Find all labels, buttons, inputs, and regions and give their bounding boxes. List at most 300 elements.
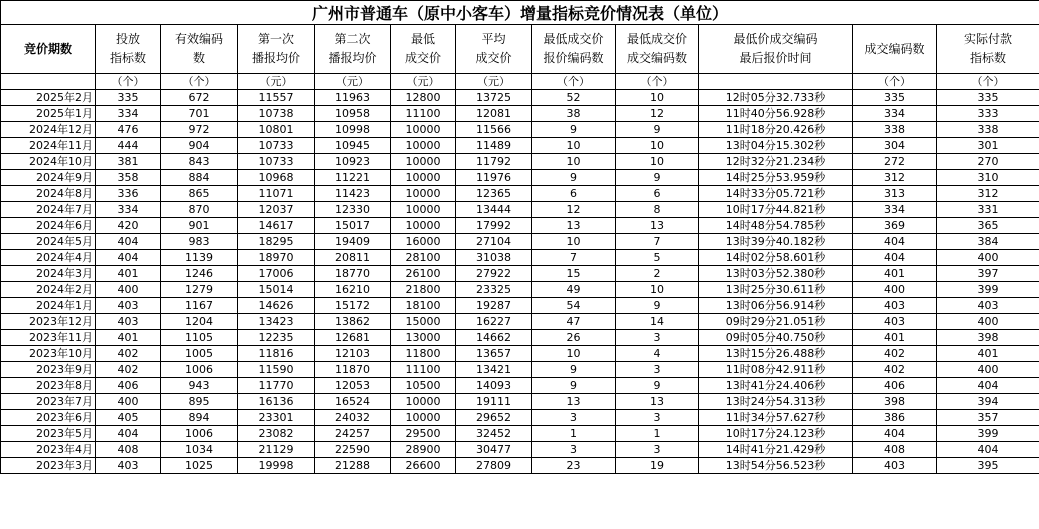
period-cell: 2023年8月: [1, 378, 96, 394]
table-cell: 11590: [238, 362, 315, 378]
table-cell: 17992: [456, 218, 532, 234]
table-cell: 10000: [391, 138, 456, 154]
table-cell: 10000: [391, 122, 456, 138]
period-cell: 2024年9月: [1, 170, 96, 186]
table-cell: 49: [532, 282, 616, 298]
table-cell: 18970: [238, 250, 315, 266]
table-cell: 26: [532, 330, 616, 346]
table-cell: 14时25分53.959秒: [699, 170, 853, 186]
table-cell: 11时08分42.911秒: [699, 362, 853, 378]
table-cell: 1006: [161, 362, 238, 378]
table-cell: 13: [532, 218, 616, 234]
table-cell: 52: [532, 90, 616, 106]
table-cell: 23: [532, 458, 616, 474]
table-cell: 403: [937, 298, 1039, 314]
table-cell: 402: [96, 362, 161, 378]
table-cell: 15172: [315, 298, 391, 314]
table-cell: 29500: [391, 426, 456, 442]
column-header-line1: 成交编码数: [864, 41, 925, 56]
period-cell: 2024年2月: [1, 282, 96, 298]
table-row: [1, 346, 1039, 362]
table-cell: 13000: [391, 330, 456, 346]
table-cell: 386: [853, 410, 937, 426]
table-cell: 3: [532, 410, 616, 426]
table-cell: 5: [616, 250, 699, 266]
table-cell: 884: [161, 170, 238, 186]
table-cell: 12: [616, 106, 699, 122]
table-cell: 10: [616, 90, 699, 106]
table-cell: 10: [532, 234, 616, 250]
table-cell: 1: [532, 426, 616, 442]
table-cell: 12235: [238, 330, 315, 346]
period-cell: 2023年7月: [1, 394, 96, 410]
unit-cell: （元）: [391, 74, 456, 90]
table-cell: 32452: [456, 426, 532, 442]
table-cell: 28100: [391, 250, 456, 266]
table-cell: 1139: [161, 250, 238, 266]
column-header-line2: 成交价: [404, 51, 441, 65]
table-cell: 1025: [161, 458, 238, 474]
table-cell: 333: [937, 106, 1039, 122]
table-cell: 19287: [456, 298, 532, 314]
table-cell: 476: [96, 122, 161, 138]
table-cell: 1: [616, 426, 699, 442]
table-cell: 16524: [315, 394, 391, 410]
table-cell: 19409: [315, 234, 391, 250]
table-cell: 6: [616, 186, 699, 202]
table-cell: 10000: [391, 394, 456, 410]
table-cell: 23325: [456, 282, 532, 298]
period-cell: 2023年9月: [1, 362, 96, 378]
table-cell: 398: [853, 394, 937, 410]
table-cell: 399: [937, 426, 1039, 442]
table-cell: 403: [853, 314, 937, 330]
table-cell: 404: [853, 250, 937, 266]
table-cell: 11976: [456, 170, 532, 186]
table-cell: 23301: [238, 410, 315, 426]
column-header-0: [1, 25, 96, 74]
table-cell: 12: [532, 202, 616, 218]
table-cell: 11870: [315, 362, 391, 378]
table-cell: 15017: [315, 218, 391, 234]
period-cell: 2024年3月: [1, 266, 96, 282]
table-cell: 47: [532, 314, 616, 330]
table-cell: 400: [937, 250, 1039, 266]
table-cell: 10968: [238, 170, 315, 186]
table-cell: 312: [853, 170, 937, 186]
table-cell: 10000: [391, 218, 456, 234]
table-cell: 402: [853, 346, 937, 362]
table-cell: 11800: [391, 346, 456, 362]
table-cell: 1034: [161, 442, 238, 458]
table-cell: 3: [616, 410, 699, 426]
table-cell: 16000: [391, 234, 456, 250]
unit-cell: （元）: [456, 74, 532, 90]
table-cell: 09时29分21.051秒: [699, 314, 853, 330]
table-cell: 334: [853, 202, 937, 218]
column-header-line1: 最低: [410, 32, 435, 46]
table-title: 广州市普通车（原中小客车）增量指标竞价情况表（单位）: [1, 1, 1039, 25]
table-cell: 402: [853, 362, 937, 378]
table-cell: 369: [853, 218, 937, 234]
table-cell: 10000: [391, 410, 456, 426]
table-cell: 10: [532, 138, 616, 154]
table-cell: 402: [96, 346, 161, 362]
table-row: [1, 234, 1039, 250]
period-cell: 2023年5月: [1, 426, 96, 442]
unit-row: [1, 74, 1039, 90]
table-row: [1, 154, 1039, 170]
table-cell: 10733: [238, 154, 315, 170]
table-cell: 13: [616, 394, 699, 410]
table-cell: 15000: [391, 314, 456, 330]
table-cell: 6: [532, 186, 616, 202]
table-cell: 901: [161, 218, 238, 234]
table-row: [1, 458, 1039, 474]
column-header-5: [391, 25, 456, 74]
column-header-line2: 播报均价: [251, 51, 300, 65]
table-cell: 399: [937, 282, 1039, 298]
table-cell: 10945: [315, 138, 391, 154]
table-cell: 9: [532, 122, 616, 138]
table-cell: 10: [532, 346, 616, 362]
unit-cell: （个）: [937, 74, 1039, 90]
table-cell: 336: [96, 186, 161, 202]
table-cell: 10738: [238, 106, 315, 122]
table-cell: 4: [616, 346, 699, 362]
table-cell: 20811: [315, 250, 391, 266]
period-cell: 2023年11月: [1, 330, 96, 346]
table-cell: 10000: [391, 186, 456, 202]
table-cell: 31038: [456, 250, 532, 266]
column-header-line1: 实际付款: [964, 32, 1013, 46]
table-cell: 9: [532, 378, 616, 394]
column-header-line1: 第一次: [257, 32, 294, 46]
table-cell: 11071: [238, 186, 315, 202]
table-cell: 401: [853, 266, 937, 282]
table-cell: 14: [616, 314, 699, 330]
table-cell: 15: [532, 266, 616, 282]
table-cell: 18770: [315, 266, 391, 282]
table-cell: 9: [532, 362, 616, 378]
table-cell: 1105: [161, 330, 238, 346]
table-cell: 384: [937, 234, 1039, 250]
table-cell: 1005: [161, 346, 238, 362]
table-cell: 400: [937, 314, 1039, 330]
table-cell: 14时48分54.785秒: [699, 218, 853, 234]
unit-cell: （元）: [238, 74, 315, 90]
table-cell: 404: [853, 426, 937, 442]
table-cell: 30477: [456, 442, 532, 458]
period-cell: 2024年10月: [1, 154, 96, 170]
unit-cell: （个）: [616, 74, 699, 90]
table-cell: 403: [96, 298, 161, 314]
table-row: [1, 410, 1039, 426]
column-header-11: [937, 25, 1039, 74]
table-cell: 12681: [315, 330, 391, 346]
table-cell: 972: [161, 122, 238, 138]
table-cell: 10时17分44.821秒: [699, 202, 853, 218]
table-cell: 310: [937, 170, 1039, 186]
table-cell: 10: [532, 154, 616, 170]
table-cell: 401: [96, 266, 161, 282]
table-cell: 11566: [456, 122, 532, 138]
table-cell: 21288: [315, 458, 391, 474]
table-cell: 400: [853, 282, 937, 298]
table-cell: 23082: [238, 426, 315, 442]
table-row: [1, 282, 1039, 298]
table-cell: 11557: [238, 90, 315, 106]
table-cell: 338: [853, 122, 937, 138]
table-cell: 09时05分40.750秒: [699, 330, 853, 346]
column-header-line1: 竞价期数: [23, 41, 72, 56]
table-cell: 895: [161, 394, 238, 410]
table-row: [1, 202, 1039, 218]
table-row: [1, 218, 1039, 234]
table-cell: 14662: [456, 330, 532, 346]
table-cell: 334: [96, 202, 161, 218]
period-cell: 2024年11月: [1, 138, 96, 154]
table-cell: 13时25分30.611秒: [699, 282, 853, 298]
table-row: [1, 394, 1039, 410]
table-cell: 3: [616, 330, 699, 346]
table-cell: 403: [96, 458, 161, 474]
table-cell: 10923: [315, 154, 391, 170]
table-cell: 394: [937, 394, 1039, 410]
table-cell: 335: [96, 90, 161, 106]
column-header-line2: 指标数: [109, 51, 146, 65]
table-cell: 14时41分21.429秒: [699, 442, 853, 458]
table-cell: 12103: [315, 346, 391, 362]
table-cell: 304: [853, 138, 937, 154]
table-cell: 401: [937, 346, 1039, 362]
table-cell: 10时17分24.123秒: [699, 426, 853, 442]
table-cell: 22590: [315, 442, 391, 458]
period-cell: 2023年6月: [1, 410, 96, 426]
table-cell: 335: [937, 90, 1039, 106]
table-cell: 19: [616, 458, 699, 474]
table-cell: 672: [161, 90, 238, 106]
table-cell: 8: [616, 202, 699, 218]
table-cell: 10000: [391, 154, 456, 170]
table-cell: 19111: [456, 394, 532, 410]
table-cell: 870: [161, 202, 238, 218]
table-cell: 13725: [456, 90, 532, 106]
table-cell: 865: [161, 186, 238, 202]
period-cell: 2024年1月: [1, 298, 96, 314]
table-row: [1, 250, 1039, 266]
table-cell: 408: [96, 442, 161, 458]
table-row: [1, 378, 1039, 394]
table-cell: 11963: [315, 90, 391, 106]
table-cell: 406: [96, 378, 161, 394]
table-cell: 26100: [391, 266, 456, 282]
table-cell: 10: [616, 138, 699, 154]
table-row: [1, 106, 1039, 122]
table-cell: 11时18分20.426秒: [699, 122, 853, 138]
table-cell: 16136: [238, 394, 315, 410]
table-cell: 1006: [161, 426, 238, 442]
table-row: [1, 298, 1039, 314]
table-cell: 11221: [315, 170, 391, 186]
table-cell: 400: [937, 362, 1039, 378]
table-row: [1, 170, 1039, 186]
table-cell: 11100: [391, 106, 456, 122]
table-cell: 11时40分56.928秒: [699, 106, 853, 122]
period-cell: 2023年10月: [1, 346, 96, 362]
column-header-line1: 平均: [481, 32, 506, 46]
table-cell: 10000: [391, 170, 456, 186]
table-cell: 11489: [456, 138, 532, 154]
unit-cell: （个）: [532, 74, 616, 90]
column-header-line2: 成交价: [475, 51, 512, 65]
table-row: [1, 362, 1039, 378]
table-cell: 1167: [161, 298, 238, 314]
table-cell: 9: [616, 170, 699, 186]
table-cell: 404: [937, 378, 1039, 394]
table-cell: 14617: [238, 218, 315, 234]
table-cell: 10801: [238, 122, 315, 138]
table-cell: 13时04分15.302秒: [699, 138, 853, 154]
column-header-line1: 有效编码: [174, 32, 223, 46]
table-cell: 406: [853, 378, 937, 394]
period-cell: 2024年6月: [1, 218, 96, 234]
table-cell: 19998: [238, 458, 315, 474]
unit-cell: （个）: [853, 74, 937, 90]
unit-cell: （个）: [96, 74, 161, 90]
table-cell: 13862: [315, 314, 391, 330]
table-cell: 1246: [161, 266, 238, 282]
table-cell: 3: [616, 362, 699, 378]
table-cell: 28900: [391, 442, 456, 458]
table-cell: 14626: [238, 298, 315, 314]
table-cell: 983: [161, 234, 238, 250]
table-cell: 18100: [391, 298, 456, 314]
table-cell: 403: [853, 458, 937, 474]
table-cell: 13时39分40.182秒: [699, 234, 853, 250]
table-cell: 17006: [238, 266, 315, 282]
table-cell: 405: [96, 410, 161, 426]
column-header-1: [96, 25, 161, 74]
table-cell: 403: [853, 298, 937, 314]
table-row: [1, 426, 1039, 442]
table-cell: 403: [96, 314, 161, 330]
period-cell: 2024年4月: [1, 250, 96, 266]
table-row: [1, 122, 1039, 138]
table-cell: 13时06分56.914秒: [699, 298, 853, 314]
table-cell: 11423: [315, 186, 391, 202]
table-cell: 401: [96, 330, 161, 346]
table-cell: 843: [161, 154, 238, 170]
table-cell: 894: [161, 410, 238, 426]
period-cell: 2025年2月: [1, 90, 96, 106]
table-cell: 381: [96, 154, 161, 170]
table-cell: 24257: [315, 426, 391, 442]
column-header-line2: 成交编码数: [626, 51, 687, 65]
table-cell: 7: [532, 250, 616, 266]
table-cell: 400: [96, 282, 161, 298]
table-cell: 12053: [315, 378, 391, 394]
table-cell: 24032: [315, 410, 391, 426]
column-header-10: [853, 25, 937, 74]
table-cell: 408: [853, 442, 937, 458]
table-cell: 420: [96, 218, 161, 234]
unit-cell: （元）: [315, 74, 391, 90]
column-header-line1: 投放: [115, 32, 140, 46]
table-cell: 27922: [456, 266, 532, 282]
column-header-7: [532, 25, 616, 74]
table-row: [1, 442, 1039, 458]
table-cell: 13时41分24.406秒: [699, 378, 853, 394]
table-cell: 358: [96, 170, 161, 186]
table-cell: 27104: [456, 234, 532, 250]
table-cell: 943: [161, 378, 238, 394]
table-cell: 14093: [456, 378, 532, 394]
table-cell: 9: [616, 378, 699, 394]
table-cell: 404: [96, 426, 161, 442]
table-cell: 398: [937, 330, 1039, 346]
table-cell: 272: [853, 154, 937, 170]
table-cell: 27809: [456, 458, 532, 474]
table-cell: 12800: [391, 90, 456, 106]
column-header-line2: 最后报价时间: [739, 51, 812, 65]
table-cell: 357: [937, 410, 1039, 426]
table-cell: 26600: [391, 458, 456, 474]
table-cell: 10500: [391, 378, 456, 394]
table-cell: 13444: [456, 202, 532, 218]
table-cell: 9: [616, 122, 699, 138]
table-cell: 38: [532, 106, 616, 122]
table-cell: 338: [937, 122, 1039, 138]
period-cell: 2023年4月: [1, 442, 96, 458]
period-cell: 2024年8月: [1, 186, 96, 202]
table-cell: 404: [96, 250, 161, 266]
column-header-8: [616, 25, 699, 74]
table-cell: 13: [616, 218, 699, 234]
table-cell: 10998: [315, 122, 391, 138]
period-cell: 2024年7月: [1, 202, 96, 218]
table-cell: 11816: [238, 346, 315, 362]
table-cell: 7: [616, 234, 699, 250]
table-cell: 365: [937, 218, 1039, 234]
table-cell: 10733: [238, 138, 315, 154]
table-cell: 21129: [238, 442, 315, 458]
table-cell: 11792: [456, 154, 532, 170]
table-row: [1, 186, 1039, 202]
table-cell: 400: [96, 394, 161, 410]
table-cell: 312: [937, 186, 1039, 202]
table-cell: 334: [853, 106, 937, 122]
table-cell: 9: [616, 298, 699, 314]
table-cell: 54: [532, 298, 616, 314]
table-cell: 301: [937, 138, 1039, 154]
table-cell: 12时05分32.733秒: [699, 90, 853, 106]
table-cell: 1279: [161, 282, 238, 298]
table-cell: 13时03分52.380秒: [699, 266, 853, 282]
period-cell: 2023年12月: [1, 314, 96, 330]
table-row: [1, 266, 1039, 282]
table-cell: 397: [937, 266, 1039, 282]
table-cell: 404: [96, 234, 161, 250]
table-cell: 29652: [456, 410, 532, 426]
table-cell: 21800: [391, 282, 456, 298]
table-cell: 334: [96, 106, 161, 122]
period-cell: 2025年1月: [1, 106, 96, 122]
period-cell: 2023年3月: [1, 458, 96, 474]
table-cell: 1204: [161, 314, 238, 330]
table-cell: 12330: [315, 202, 391, 218]
table-cell: 10000: [391, 202, 456, 218]
